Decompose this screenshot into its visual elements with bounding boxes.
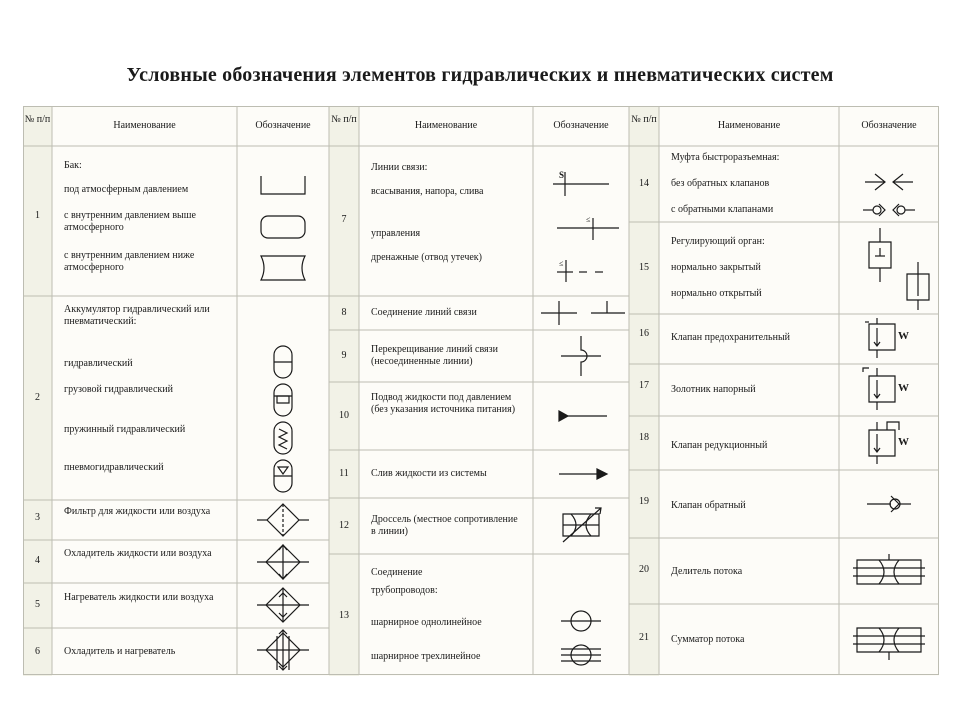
row-6-num: 6 — [35, 646, 40, 657]
row-2-item-4: пневмогидравлический — [64, 462, 164, 473]
row-19-name: Клапан обратный — [671, 500, 746, 511]
row-15-item-1: нормально закрытый — [671, 262, 761, 273]
row-10-num: 10 — [339, 410, 349, 421]
pressure-spool-symbol — [839, 364, 939, 416]
line-connection-symbol — [533, 296, 629, 330]
row-9-name: Перекрещивание линий связи (несоединенные линии) — [371, 344, 498, 367]
row-18-num: 18 — [639, 432, 649, 443]
row-8-num: 8 — [341, 307, 347, 318]
row-15-item-2: нормально открытый — [671, 288, 762, 299]
row-2-num: 2 — [35, 392, 40, 403]
filter-symbol — [237, 500, 329, 540]
page-title: Условные обозначения элементов гидравлических и пневматических систем — [126, 64, 834, 86]
header-num-1: № п/п — [24, 114, 51, 125]
row-7-title: Линии связи: — [371, 162, 428, 173]
row-2-item-3: пружинный гидравлический — [64, 424, 186, 435]
pressure-spool-spring-glyph: W — [898, 382, 909, 394]
row-17-name: Золотник напорный — [671, 384, 756, 395]
pipe-joint-symbols — [533, 554, 629, 675]
header-num-3: № п/п — [631, 114, 657, 125]
row-5-num: 5 — [35, 599, 40, 610]
line-crossing-symbol — [533, 330, 629, 382]
symbols-table — [23, 106, 939, 676]
row-17-num: 17 — [639, 380, 649, 391]
check-valve-symbol — [839, 470, 939, 538]
line-suction-glyph: S — [559, 170, 565, 180]
row-12-num: 12 — [339, 520, 349, 531]
row-7-item-1: всасывания, напора, слива — [371, 186, 484, 197]
row-10-name: Подвод жидкости под давлением (без указания источника питания) — [371, 392, 516, 415]
header-num-2: № п/п — [331, 114, 357, 125]
row-7-num: 7 — [341, 214, 347, 225]
row-15-num: 15 — [639, 262, 649, 273]
row-14-item-2: с обратными клапанами — [671, 204, 774, 215]
throttle-symbol — [533, 498, 629, 554]
row-13-num: 13 — [339, 610, 349, 621]
row-8-name: Соединение линий связи — [371, 307, 477, 318]
row-13-item-1: шарнирное однолинейное — [371, 617, 482, 628]
quick-coupling-symbols — [839, 146, 939, 222]
relief-valve-symbol — [839, 314, 939, 364]
row-7-item-2: управления — [371, 228, 421, 239]
row-3-num: 3 — [35, 512, 40, 523]
row-3-name: Фильтр для жидкости или воздуха — [64, 506, 211, 517]
row-4-num: 4 — [35, 555, 40, 566]
header-name-3: Наименование — [717, 120, 781, 131]
row-2-item-1: гидравлический — [64, 358, 133, 369]
cooler-symbol — [237, 540, 329, 583]
row-6-name: Охладитель и нагреватель — [64, 646, 176, 657]
row-18-name: Клапан редукционный — [671, 440, 768, 451]
row-11-name: Слив жидкости из системы — [371, 468, 487, 479]
line-drain-glyph: ≤ — [559, 259, 564, 268]
row-2-item-2: грузовой гидравлический — [64, 384, 173, 395]
tank-symbols — [237, 146, 329, 296]
row-9-num: 9 — [341, 350, 347, 361]
row-5-name: Нагреватель жидкости или воздуха — [64, 592, 214, 603]
row-4-name: Охладитель жидкости или воздуха — [64, 548, 212, 559]
reducing-valve-symbol — [839, 416, 939, 470]
row-15-title: Регулирующий орган: — [671, 236, 765, 247]
pressure-supply-symbol — [533, 382, 629, 450]
row-13-title: Соединение трубопроводов: — [371, 567, 438, 596]
row-11-num: 11 — [339, 468, 349, 479]
header-name-2: Наименование — [414, 120, 478, 131]
row-16-name: Клапан предохранительный — [671, 332, 791, 343]
header-symbol-3: Обозначение — [861, 120, 917, 131]
cooler-heater-symbol — [237, 628, 329, 675]
drain-symbol — [533, 450, 629, 498]
header-symbol-2: Обозначение — [553, 120, 609, 131]
row-14-title: Муфта быстроразъемная: — [671, 152, 780, 163]
row-1-item-1: под атмосферным давлением — [64, 184, 189, 195]
row-12-name: Дроссель (местное сопротивление в линии) — [371, 514, 518, 537]
row-14-num: 14 — [639, 178, 649, 189]
row-14-item-1: без обратных клапанов — [671, 178, 770, 189]
reducing-valve-spring-glyph: W — [898, 436, 909, 448]
flow-divider-symbol — [839, 538, 939, 604]
row-1-num: 1 — [35, 210, 40, 221]
row-16-num: 16 — [639, 328, 649, 339]
line-control-glyph: ≤ — [586, 215, 591, 224]
header-name-1: Наименование — [113, 120, 176, 131]
accumulator-symbols — [237, 296, 329, 500]
row-1-item-2: с внутренним давлением выше атмосферного — [64, 210, 196, 233]
flow-summator-symbol — [839, 604, 939, 675]
heater-symbol — [237, 583, 329, 628]
row-1-item-3: с внутренним давлением ниже атмосферного — [64, 250, 195, 273]
header-symbol-1: Обозначение — [255, 120, 311, 131]
row-20-num: 20 — [639, 564, 649, 575]
row-21-name: Сумматор потока — [671, 634, 745, 645]
row-21-num: 21 — [639, 632, 649, 643]
row-2-title: Аккумулятор гидравлический или пневматический: — [64, 304, 210, 327]
row-1-title: Бак: — [64, 160, 82, 171]
row-19-num: 19 — [639, 496, 649, 507]
row-20-name: Делитель потока — [671, 566, 743, 577]
relief-valve-spring-glyph: W — [898, 330, 909, 342]
line-symbols — [533, 146, 629, 296]
regulator-symbols — [839, 222, 939, 314]
row-13-item-2: шарнирное трехлинейное — [371, 651, 481, 662]
row-7-item-3: дренажные (отвод утечек) — [371, 252, 482, 263]
